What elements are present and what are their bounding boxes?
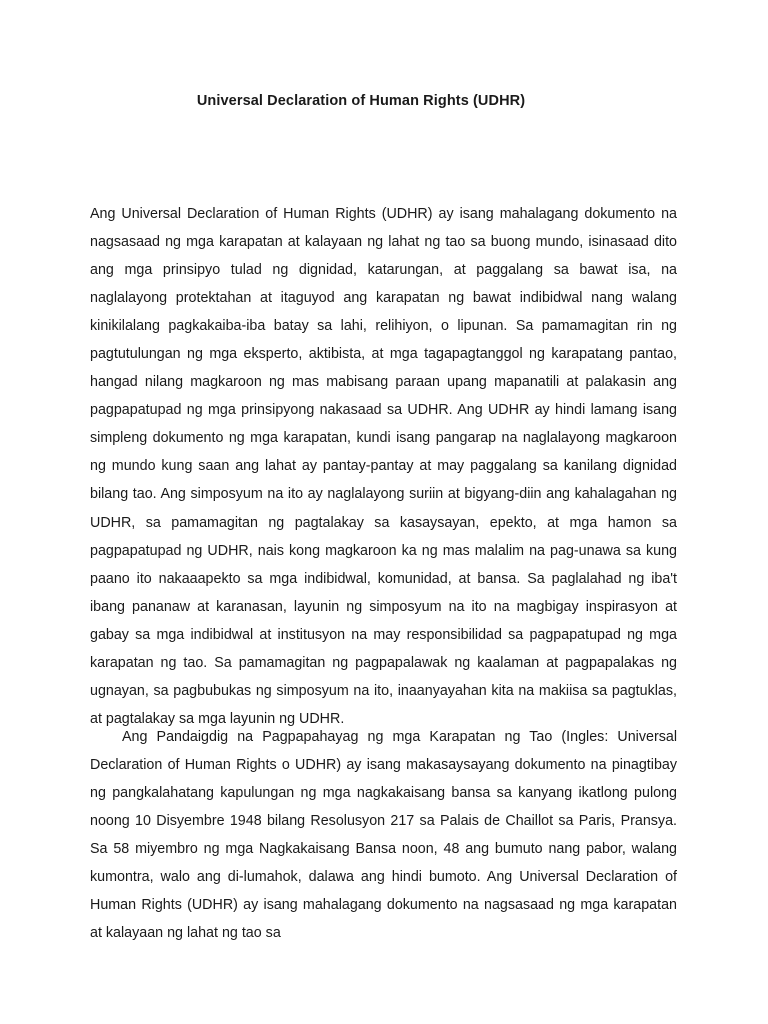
paragraph-intro: Ang Universal Declaration of Human Rights (UDHR) ay isang mahalagang dokumento na nagsasaad ng mga karapatan at kalayaan ng lahat ng tao sa buong mundo, isinasaad dito ang mga prinsipyo tulad ng dignidad, katarungan, at paggalang sa bawat isa, na naglalayong protektahan at itaguyod ang karapatan ng bawat indibidwal nang walang kinikilalang pagkakaiba-iba batay sa lahi, relihiyon, o lipunan. Sa pamamagitan rin ng pagtutulungan ng mga eksperto, aktibista, at mga tagapagtanggol ng karapatang pantao, hangad nilang magkaroon ng mas mabisang paraan upang mapanatili at palakasin ang pagpapatupad ng mga prinsipyong nakasaad sa UDHR. Ang UDHR ay hindi lamang isang simpleng dokumento ng mga karapatan, kundi isang pangarap na naglalayong magkaroon ng mundo kung saan ang lahat ay pantay-pantay at may paggalang sa kanilang dignidad bilang tao. Ang simposyum na ito ay naglalayong suriin at bigyang-diin ang kahalagahan ng UDHR, sa pamamagitan ng pagtalakay sa kasaysayan, epekto, at mga hamon sa pagpapatupad ng UDHR, nais kong magkaroon ka ng mas malalim na pag-unawa sa kung paano ito nakaaapekto sa mga indibidwal, komunidad, at bansa. Sa paglalahad ng iba't ibang pananaw at karanasan, layunin ng simposyum na ito na magbigay inspirasyon at gabay sa mga indibidwal at institusyon na may responsibilidad sa pagpapatupad ng mga karapatan ng tao. Sa pamamagitan ng pagpapalawak ng kaalaman at pagpapalakas ng ugnayan, sa pagbubukas ng simposyum na ito, inaanyayahan kita na makiisa sa pagtuklas, at pagtalakay sa mga layunin ng UDHR. [90,206,677,727]
paragraph-history: Ang Pandaigdig na Pagpapahayag ng mga Karapatan ng Tao (Ingles: Universal Declaration of Human Rights o UDHR) ay isang makasaysayang dokumento na pinagtibay ng pangkalahatang kapulungan ng mga nagkakaisang bansa sa kanyang ikatlong pulong noong 10 Disyembre 1948 bilang Resolusyon 217 sa Palais de Chaillot sa Paris, Pransya. Sa 58 miyembro ng mga Nagkakaisang Bansa noon, 48 ang bumuto nang pabor, walang kumontra, walo ang di-lumahok, dalawa ang hindi bumoto. Ang Universal Declaration of Human Rights (UDHR) ay isang mahalagang dokumento na nagsasaad ng mga karapatan at kalayaan ng lahat ng tao sa [90,729,677,942]
document-title: Universal Declaration of Human Rights (UDHR) [196,93,526,109]
